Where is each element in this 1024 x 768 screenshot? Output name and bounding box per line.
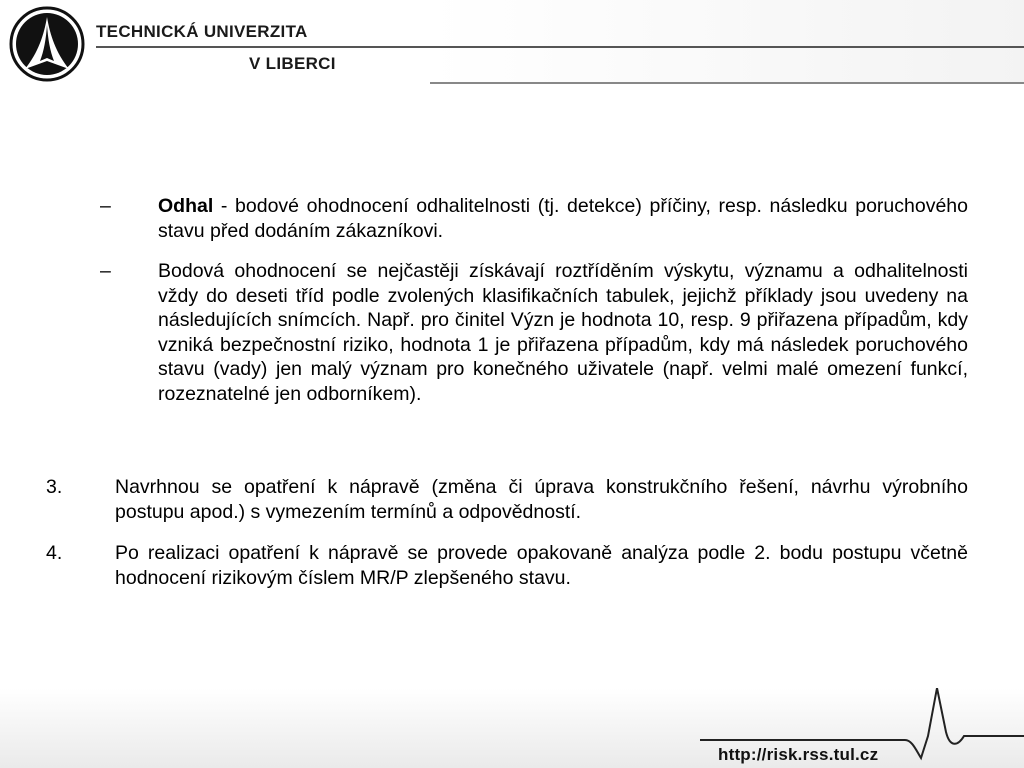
university-name-line2: V LIBERCI (249, 54, 336, 73)
item-number: 4. (46, 542, 63, 564)
numbered-item-3: Navrhnou se opatření k nápravě (změna či úprava konstrukčního řešení, návrhu výrobního postupu apod.) s vymezením termínů a odpovědností. (115, 476, 968, 523)
university-name-line1: TECHNICKÁ UNIVERZITA (96, 22, 308, 41)
sub-item-odhal (158, 194, 968, 243)
dash-marker: – (100, 195, 111, 217)
footer-url: http://risk.rss.tul.cz (718, 745, 879, 764)
sub-item-scoring: Bodová ohodnocení se nejčastěji získávají roztříděním výskytu, významu a odhalitelnosti vždy do deseti tříd podle zvolených klasifikačních tabulek, jejichž příklady jsou uvedeny na následujících snímcích. Např. pro činitel Význ je hodnota 10, resp. 9 přiřazena případům, kdy vzniká bezpečnostní riziko, hodnota 1 je přiřazena případům, kdy má následek poruchového stavu (vady) jen malý význam pro konečného uživatele (např. velmi malé omezení funkcí, rozeznatelné jen odborníkem). (158, 260, 968, 405)
sub-item-text: - bodové ohodnocení odhalitelnosti (tj. detekce) příčiny, resp. následku poruchového stavu před dodáním zákazníkovi. (158, 195, 968, 242)
term-odhal: Odhal (158, 195, 214, 217)
numbered-item-4: Po realizaci opatření k nápravě se provede opakovaně analýza podle 2. bodu postupu včetně hodnocení rizikovým číslem MR/P zlepšeného stavu. (115, 542, 968, 589)
dash-marker: – (100, 260, 111, 282)
item-number: 3. (46, 476, 63, 498)
